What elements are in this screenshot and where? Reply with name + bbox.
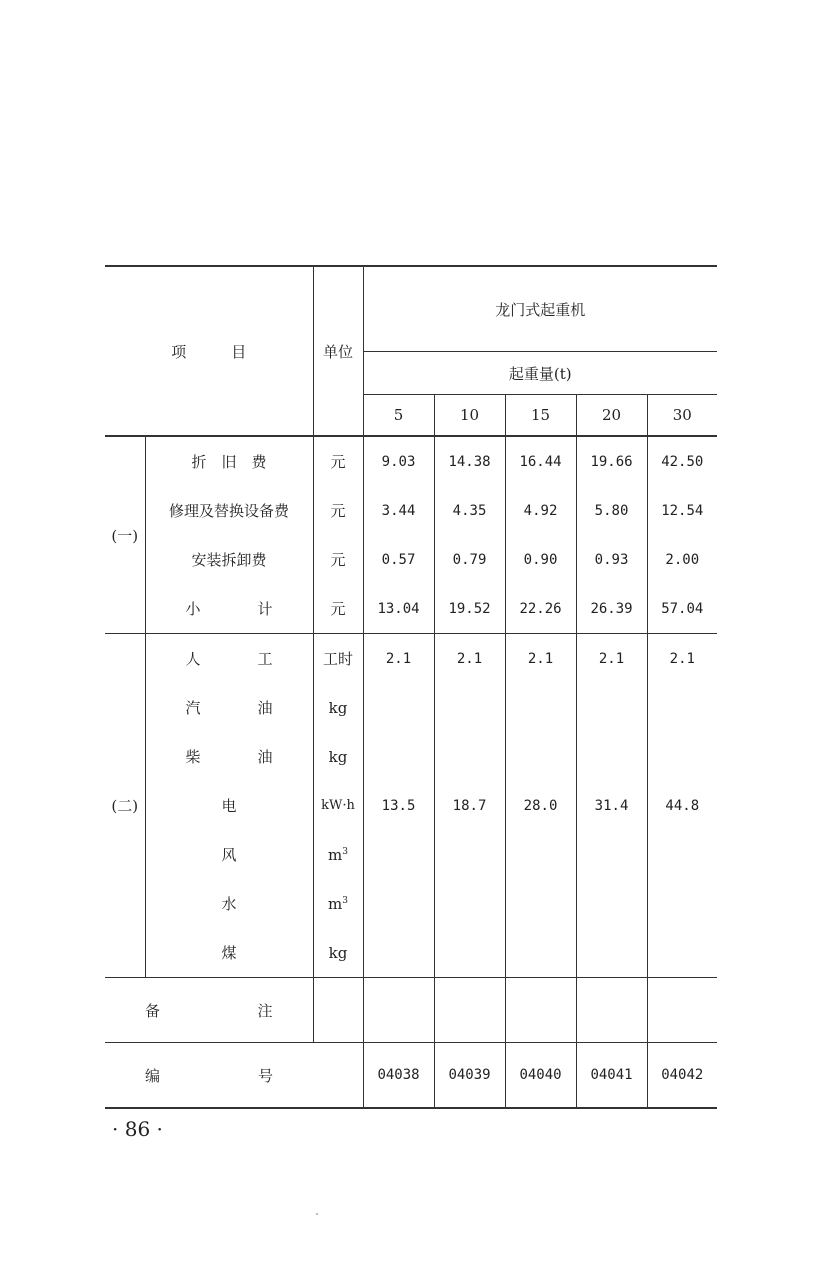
cell-value [505, 830, 576, 879]
capacity-label: 起重量(t) [508, 364, 572, 383]
cell-value: 9.03 [363, 436, 434, 486]
group-label-2: (二) [105, 634, 145, 978]
cell-value [647, 978, 717, 1043]
table-row [105, 634, 717, 684]
cell-value: 4.92 [505, 486, 576, 535]
cell-value [363, 978, 434, 1043]
cell-value: 2.1 [505, 634, 576, 684]
row-name: 煤 [145, 928, 313, 978]
row-name-left: 柴 [185, 748, 201, 766]
row-unit: 元 [313, 535, 363, 584]
cell-value [363, 879, 434, 928]
cell-value [434, 732, 505, 781]
cell-value: 4.35 [434, 486, 505, 535]
cell-value: 3.44 [363, 486, 434, 535]
notes-label [105, 978, 313, 1043]
cell-value: 13.04 [363, 584, 434, 634]
row-unit: 元 [313, 486, 363, 535]
cell-value: 2.1 [363, 634, 434, 684]
row-name [145, 683, 313, 732]
cell-value: 5.80 [576, 486, 647, 535]
notes-left: 备 [145, 1001, 161, 1020]
unit-superscript: 3 [342, 846, 348, 857]
cell-value [505, 928, 576, 978]
cell-value: 44.8 [665, 797, 700, 814]
capacity-header [363, 352, 717, 395]
cell-value: 16.44 [505, 436, 576, 486]
table-row [105, 683, 717, 732]
cell-value: 31.4 [576, 781, 647, 830]
code-value: 04039 [434, 1043, 505, 1109]
cell-value: 22.26 [505, 584, 576, 634]
row-name-left: 人 [185, 650, 201, 668]
cell-value: 0.79 [434, 535, 505, 584]
cell-value [647, 732, 717, 781]
row-unit: kg [313, 732, 363, 781]
notes-right: 注 [257, 1001, 273, 1020]
cell-value [363, 732, 434, 781]
codes-label [105, 1043, 313, 1109]
unit-superscript: 3 [342, 895, 348, 906]
cell-value [363, 683, 434, 732]
row-name-left: 小 [185, 600, 201, 618]
row-name [145, 634, 313, 684]
page-number: · 86 · [112, 1117, 163, 1141]
cell-value [576, 830, 647, 879]
cell-value: 2.00 [665, 551, 700, 568]
unit-base: m [328, 894, 343, 913]
cell-value [647, 928, 717, 978]
cell-value [505, 683, 576, 732]
machine-cost-table [105, 265, 717, 1109]
unit-header [313, 266, 363, 436]
cell-value [576, 978, 647, 1043]
row-name-right: 油 [257, 699, 273, 717]
row-unit [313, 830, 363, 879]
cell-value: 12.54 [661, 502, 704, 519]
row-unit: 元 [313, 436, 363, 486]
cell-value [647, 683, 717, 732]
group-label-1: (一) [105, 436, 145, 634]
cell-value: 26.39 [576, 584, 647, 634]
row-name: 折 旧 费 [145, 436, 313, 486]
table-row [105, 879, 717, 928]
capacity-10: 10 [434, 395, 505, 437]
row-name: 修理及替换设备费 [145, 486, 313, 535]
scan-dot [316, 1213, 318, 1215]
cell-value [505, 978, 576, 1043]
table-row [105, 436, 717, 486]
capacity-5: 5 [363, 395, 434, 437]
cell-value: 18.7 [434, 781, 505, 830]
cell-value [363, 928, 434, 978]
cell-value: 19.66 [576, 436, 647, 486]
cell-value [576, 879, 647, 928]
cell-value [363, 830, 434, 879]
unit-header-label: 单位 [323, 342, 354, 361]
cell-value: 14.38 [434, 436, 505, 486]
cell-value [434, 830, 505, 879]
row-name-left: 汽 [185, 699, 201, 717]
cell-value [434, 683, 505, 732]
cell-value: 0.57 [363, 535, 434, 584]
capacity-30: 30 [672, 406, 692, 424]
row-name: 水 [145, 879, 313, 928]
codes-unit [313, 1043, 363, 1109]
machine-title [363, 266, 717, 352]
table-row [105, 732, 717, 781]
machine-title-label: 龙门式起重机 [495, 300, 586, 319]
row-unit: kg [313, 928, 363, 978]
cell-value [434, 928, 505, 978]
codes-left: 编 [145, 1066, 161, 1085]
cell-value: 57.04 [661, 600, 704, 617]
row-name: 风 [145, 830, 313, 879]
cell-value [505, 879, 576, 928]
cell-value: 13.5 [363, 781, 434, 830]
item-header-label: 项 目 [171, 342, 247, 361]
cell-value: 0.90 [505, 535, 576, 584]
code-value: 04040 [505, 1043, 576, 1109]
item-header [105, 266, 313, 436]
cell-value [576, 928, 647, 978]
row-unit: 工时 [313, 634, 363, 684]
row-name-right: 计 [257, 600, 273, 618]
cell-value [434, 879, 505, 928]
row-name: 安装拆卸费 [145, 535, 313, 584]
row-name-right: 工 [257, 650, 273, 668]
cell-value [647, 830, 717, 879]
cell-value: 0.93 [576, 535, 647, 584]
capacity-20: 20 [576, 395, 647, 437]
cost-table [105, 265, 717, 1109]
codes-right: 号 [258, 1066, 274, 1085]
cell-value [434, 978, 505, 1043]
table-row [105, 535, 717, 584]
row-unit: 元 [313, 584, 363, 634]
row-name [145, 584, 313, 634]
cell-value [576, 732, 647, 781]
table-row [105, 781, 717, 830]
capacity-15: 15 [505, 395, 576, 437]
table-row [105, 486, 717, 535]
row-unit: kW·h [313, 781, 363, 830]
table-row [105, 928, 717, 978]
cell-value: 19.52 [434, 584, 505, 634]
cell-value [505, 732, 576, 781]
code-value: 04042 [647, 1043, 717, 1109]
row-unit [313, 879, 363, 928]
code-value: 04038 [363, 1043, 434, 1109]
table-row [105, 584, 717, 634]
cell-value: 2.1 [434, 634, 505, 684]
unit-base: m [328, 845, 343, 864]
row-name [145, 732, 313, 781]
table-row [105, 830, 717, 879]
cell-value [647, 879, 717, 928]
row-name: 电 [145, 781, 313, 830]
code-value: 04041 [576, 1043, 647, 1109]
cell-value: 28.0 [505, 781, 576, 830]
row-unit: kg [313, 683, 363, 732]
cell-value: 2.1 [647, 634, 717, 684]
codes-row [105, 1043, 717, 1109]
cell-value [576, 683, 647, 732]
cell-value: 42.50 [661, 453, 704, 470]
cell-value: 2.1 [576, 634, 647, 684]
row-name-right: 油 [257, 748, 273, 766]
notes-row [105, 978, 717, 1043]
notes-unit [313, 978, 363, 1043]
